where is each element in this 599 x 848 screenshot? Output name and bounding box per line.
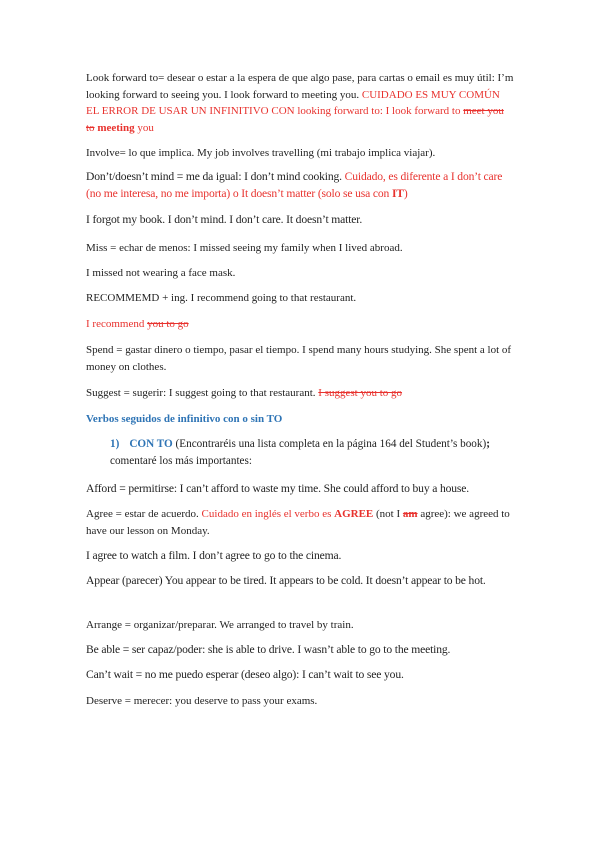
list-item-text: (Encontraréis una lista completa en la página 164 del Student’s book) <box>172 438 487 450</box>
agree-struck-am: am <box>402 508 418 520</box>
list-item-title: CON TO <box>129 438 173 450</box>
paragraph-recommend: RECOMMEMD + ing. I recommend going to that restaurant. <box>86 292 357 304</box>
agree-verb: AGREE <box>334 508 374 520</box>
paragraph-recommend-wrong <box>86 316 514 333</box>
paragraph-missed-mask: I missed not wearing a face mask. <box>86 267 236 279</box>
look-forward-you: you <box>134 121 154 134</box>
agree-warning: Cuidado en inglés el verbo es <box>201 508 335 520</box>
list-item-rest: comentaré los más importantes: <box>110 454 252 467</box>
look-forward-correct: meeting <box>97 121 135 134</box>
section-heading: Verbos seguidos de infinitivo con o sin TO <box>86 413 283 425</box>
dont-mind-close: ) <box>403 186 408 200</box>
look-forward-struck: meet you to <box>86 105 504 134</box>
paragraph-afford: Afford = permitirse: I can’t afford to waste my time. She could afford to buy a house. <box>86 482 470 495</box>
paragraph-appear: Appear (parecer) You appear to be tired. It appears to be cold. It doesn’t appear to be hot. <box>86 574 486 587</box>
paragraph-forgot-book: I forgot my book. I don’t mind. I don’t care. It doesn’t matter. <box>86 213 363 226</box>
dont-mind-it: IT <box>391 186 404 200</box>
paragraph-look-forward <box>86 70 514 136</box>
dont-mind-text: Don’t/doesn’t mind = me da igual: I don’t mind cooking. <box>86 170 345 183</box>
agree-not: (not I <box>373 508 403 520</box>
recommend-struck: you to go <box>147 318 189 330</box>
paragraph-deserve: Deserve = merecer: you deserve to pass your exams. <box>86 695 318 707</box>
paragraph-be-able: Be able = ser capaz/poder: she is able to drive. I wasn’t able to go to the meeting. <box>86 643 451 656</box>
suggest-text: Suggest = sugerir: I suggest going to that restaurant. <box>86 387 319 399</box>
paragraph-spend: Spend = gastar dinero o tiempo, pasar el tiempo. I spend many hours studying. She spent a lot of money on clothes. <box>86 344 512 373</box>
look-forward-warning: CUIDADO ES MUY COMÚN EL ERROR DE USAR UN INFINITIVO CON looking forward to: I look forward to <box>86 88 500 117</box>
paragraph-dont-mind <box>86 169 514 202</box>
paragraph-arrange: Arrange = organizar/preparar. We arranged to travel by train. <box>86 619 354 631</box>
paragraph-miss: Miss = echar de menos: I missed seeing my family when I lived abroad. <box>86 242 403 254</box>
dont-mind-warning: Cuidado, es diferente a I don’t care (no me interesa, no me importa) o It doesn’t matter (solo se usa con <box>86 170 503 200</box>
list-item-number: 1) <box>110 438 120 450</box>
list-item-semicolon: ; <box>486 438 490 450</box>
suggest-struck: I suggest you to go <box>318 387 403 399</box>
paragraph-involve: Involve= lo que implica. My job involves travelling (mi trabajo implica viajar). <box>86 147 436 159</box>
recommend-wrong-text: I recommend <box>86 318 148 330</box>
agree-text: Agree = estar de acuerdo. <box>86 508 202 520</box>
look-forward-text: Look forward to= desear o estar a la espera de que algo pase, para cartas o email es muy útil: I’m looking forward to seeing you. I look forward to meeting you. <box>86 72 514 101</box>
paragraph-agree-film: I agree to watch a film. I don’t agree to go to the cinema. <box>86 549 342 562</box>
agree-rest: agree): we agreed to have our lesson on Monday. <box>86 508 510 537</box>
paragraph-cant-wait: Can’t wait = no me puedo esperar (deseo algo): I can’t wait to see you. <box>86 668 404 681</box>
paragraph-suggest <box>86 385 514 402</box>
paragraph-agree <box>86 506 514 539</box>
list-item-con-to <box>110 436 514 469</box>
